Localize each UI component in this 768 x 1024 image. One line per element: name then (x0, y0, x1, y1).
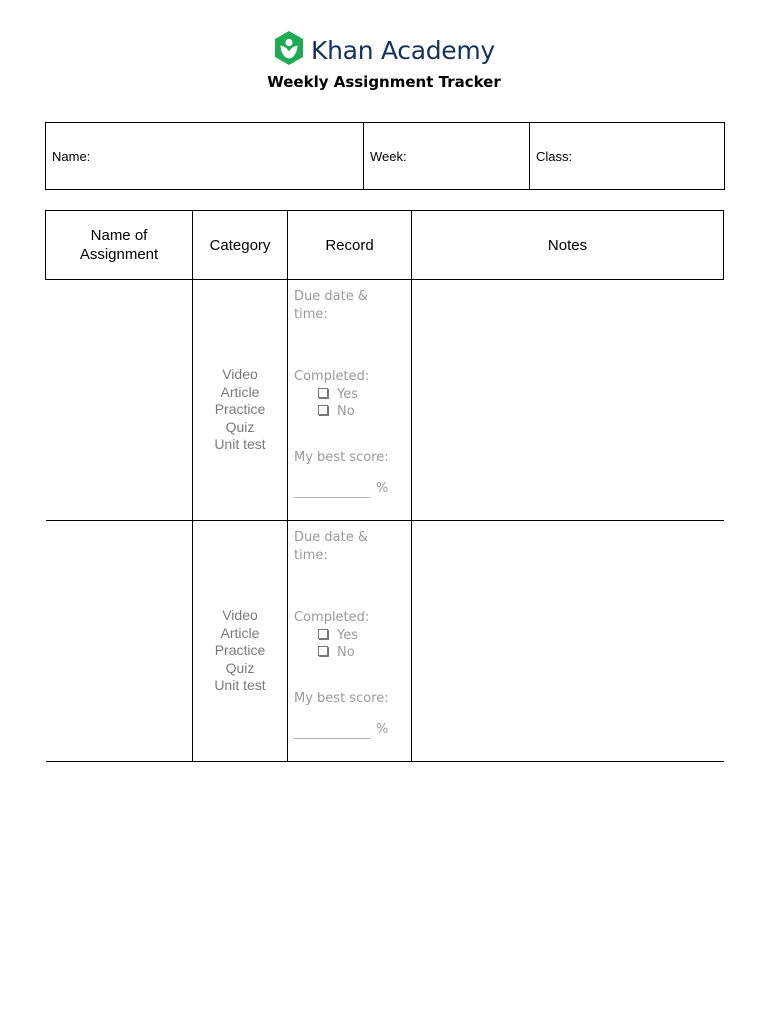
page-title: Weekly Assignment Tracker (267, 73, 501, 91)
header-name-of-assignment (46, 211, 193, 280)
score-blank[interactable] (294, 726, 370, 739)
week-field[interactable]: Week: (364, 123, 530, 190)
best-score-label: My best score: (294, 690, 389, 706)
category-option[interactable]: Quiz (225, 659, 255, 676)
no-label: No (337, 404, 355, 419)
score-blank[interactable] (294, 485, 370, 498)
yes-option[interactable] (294, 627, 405, 645)
category-cell (193, 521, 288, 762)
yes-label: Yes (337, 627, 358, 643)
brand-name: Khan Academy (311, 35, 495, 65)
no-option[interactable] (294, 403, 405, 421)
khan-academy-logo-icon (273, 30, 305, 71)
category-option[interactable]: Unit test (214, 677, 266, 694)
header-record: Record (288, 211, 412, 280)
header-logo (0, 30, 768, 71)
category-option[interactable]: Quiz (225, 418, 255, 435)
completed-label: Completed: (294, 610, 370, 625)
assignment-table (45, 210, 724, 762)
record-cell (288, 521, 412, 762)
notes-cell[interactable] (412, 280, 724, 521)
header-category: Category (193, 211, 288, 280)
category-cell (193, 280, 288, 521)
category-option[interactable]: Unit test (214, 436, 266, 453)
category-option[interactable]: Video (222, 607, 258, 624)
checkbox-icon[interactable] (318, 388, 328, 398)
due-date-label: Due date & time: (294, 289, 368, 322)
class-field[interactable]: Class: (530, 123, 725, 190)
category-option[interactable]: Practice (214, 401, 266, 418)
yes-label: Yes (337, 386, 358, 402)
best-score-label: My best score: (294, 449, 389, 465)
assignment-name-cell[interactable] (46, 521, 193, 762)
category-option[interactable]: Video (222, 366, 258, 383)
table-row (46, 280, 724, 521)
percent-sign: % (376, 722, 389, 737)
completed-label: Completed: (294, 369, 370, 384)
checkbox-icon[interactable] (318, 629, 328, 639)
score-field[interactable] (294, 480, 405, 498)
table-row (46, 521, 724, 762)
yes-option[interactable] (294, 386, 405, 404)
percent-sign: % (376, 481, 389, 496)
checkbox-icon[interactable] (318, 405, 328, 415)
table-header-row (46, 211, 724, 280)
category-option[interactable]: Article (220, 624, 260, 641)
category-option[interactable]: Article (220, 383, 260, 400)
no-label: No (337, 645, 355, 660)
record-cell (288, 280, 412, 521)
checkbox-icon[interactable] (318, 646, 328, 656)
category-option[interactable]: Practice (214, 642, 266, 659)
student-info-table (45, 122, 725, 190)
header-notes: Notes (412, 211, 724, 280)
name-field[interactable]: Name: (46, 123, 364, 190)
notes-cell[interactable] (412, 521, 724, 762)
no-option[interactable] (294, 644, 405, 662)
assignment-name-cell[interactable] (46, 280, 193, 521)
header-name-line2: Assignment (79, 246, 159, 263)
header-name-line1: Name of (90, 227, 148, 244)
due-date-label: Due date & time: (294, 530, 368, 563)
score-field[interactable] (294, 721, 405, 739)
